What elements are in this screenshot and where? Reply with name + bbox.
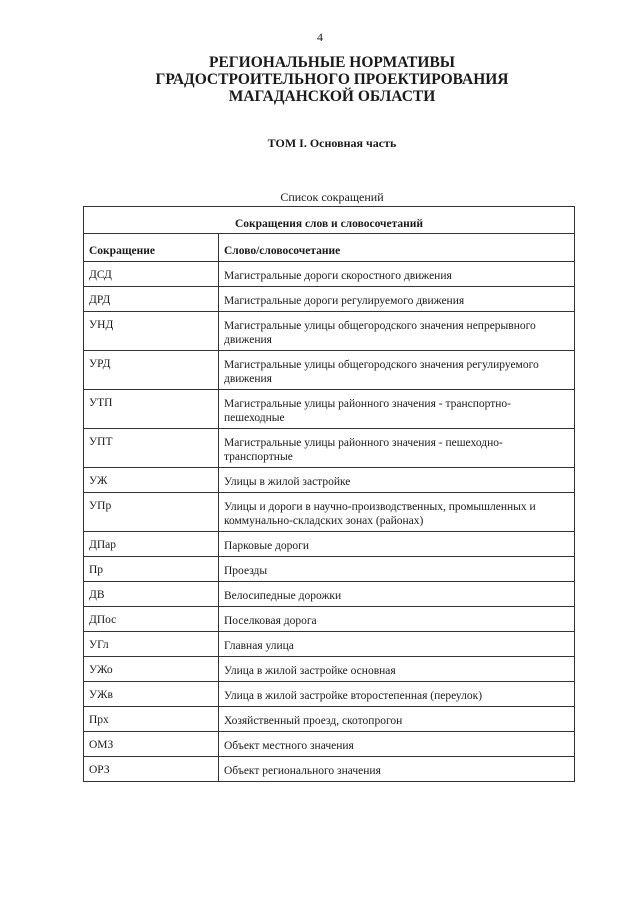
table-row (84, 657, 575, 682)
abbreviation-cell: УЖв (84, 682, 219, 707)
abbreviation-cell: Пр (84, 557, 219, 582)
title-line: РЕГИОНАЛЬНЫЕ НОРМАТИВЫ (208, 54, 456, 71)
document-title (0, 54, 640, 105)
phrase-cell: Магистральные дороги скоростного движения (219, 262, 575, 287)
table-row (84, 287, 575, 312)
phrase-cell: Магистральные дороги регулируемого движения (219, 287, 575, 312)
abbreviation-cell: ДПос (84, 607, 219, 632)
table-row (84, 632, 575, 657)
abbreviation-cell: ДРД (84, 287, 219, 312)
table-row (84, 493, 575, 532)
table-row (84, 312, 575, 351)
phrase-cell: Поселковая дорога (219, 607, 575, 632)
abbreviation-cell: УГл (84, 632, 219, 657)
table-row (84, 582, 575, 607)
table-row (84, 732, 575, 757)
column-header-phrase: Слово/словосочетание (219, 234, 575, 262)
phrase-cell: Велосипедные дорожки (219, 582, 575, 607)
abbreviation-cell: УЖ (84, 468, 219, 493)
column-header-abbreviation: Сокращение (84, 234, 219, 262)
phrase-cell: Улицы в жилой застройке (219, 468, 575, 493)
table-row (84, 707, 575, 732)
phrase-cell: Магистральные улицы районного значения - транспортно-пешеходные (219, 390, 575, 429)
table-row (84, 532, 575, 557)
table-row (84, 390, 575, 429)
abbreviation-cell: УПТ (84, 429, 219, 468)
phrase-cell: Магистральные улицы общегородского значения непрерывного движения (219, 312, 575, 351)
abbreviation-cell: УЖо (84, 657, 219, 682)
abbreviation-cell: УРД (84, 351, 219, 390)
abbreviation-cell: ДСД (84, 262, 219, 287)
abbreviation-cell: УТП (84, 390, 219, 429)
abbreviation-cell: ДПар (84, 532, 219, 557)
abbreviation-cell: ДВ (84, 582, 219, 607)
volume-heading: ТОМ I. Основная часть (267, 136, 397, 150)
abbreviation-cell: Прх (84, 707, 219, 732)
phrase-cell: Главная улица (219, 632, 575, 657)
table-row (84, 757, 575, 782)
phrase-cell: Улица в жилой застройке второстепенная (переулок) (219, 682, 575, 707)
abbreviation-cell: УНД (84, 312, 219, 351)
phrase-cell: Объект местного значения (219, 732, 575, 757)
phrase-cell: Объект регионального значения (219, 757, 575, 782)
abbreviation-cell: УПр (84, 493, 219, 532)
abbreviations-table (83, 206, 575, 782)
table-row (84, 607, 575, 632)
title-line: МАГАДАНСКОЙ ОБЛАСТИ (228, 88, 436, 105)
table-row (84, 468, 575, 493)
abbreviation-cell: ОРЗ (84, 757, 219, 782)
list-title: Список сокращений (280, 190, 384, 204)
phrase-cell: Улицы и дороги в научно-производственных, промышленных и коммунально-складских зонах (районах) (219, 493, 575, 532)
title-line: ГРАДОСТРОИТЕЛЬНОГО ПРОЕКТИРОВАНИЯ (155, 71, 509, 88)
abbreviation-cell: ОМЗ (84, 732, 219, 757)
phrase-cell: Парковые дороги (219, 532, 575, 557)
page-number: 4 (317, 30, 323, 44)
table-caption: Сокращения слов и словосочетаний (84, 207, 575, 234)
table-row (84, 557, 575, 582)
phrase-cell: Магистральные улицы общегородского значения регулируемого движения (219, 351, 575, 390)
table-row (84, 351, 575, 390)
table-row (84, 429, 575, 468)
table-body (84, 262, 575, 782)
table-row (84, 262, 575, 287)
phrase-cell: Магистральные улицы районного значения - пешеходно-транспортные (219, 429, 575, 468)
phrase-cell: Хозяйственный проезд, скотопрогон (219, 707, 575, 732)
table-row (84, 682, 575, 707)
phrase-cell: Улица в жилой застройке основная (219, 657, 575, 682)
phrase-cell: Проезды (219, 557, 575, 582)
